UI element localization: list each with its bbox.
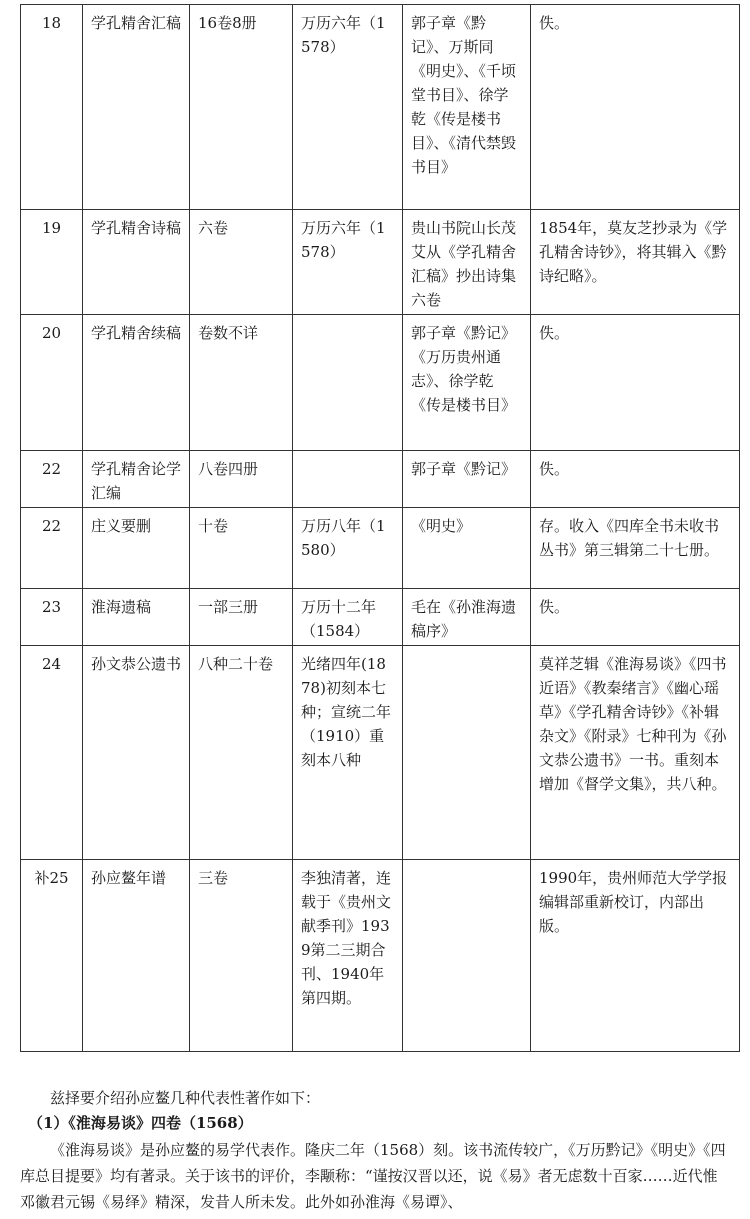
table-row — [21, 451, 740, 508]
table-row — [21, 589, 740, 646]
table-row — [21, 210, 740, 315]
status-note: 佚。 — [531, 5, 740, 210]
row-number: 19 — [21, 210, 83, 315]
body-paragraph: 《淮海易谈》是孙应鳌的易学代表作。隆庆二年（1568）刻。该书流传较广，《万历黔记》《明史》《四库总目提要》均有著录。关于该书的评价，李颙称：“谨按汉晋以还，说《易》者无虑数十百家……近代惟邓徽君元锡《易绎》精深，发昔人所未发。此外如孙淮海《易谭》、 — [20, 1141, 726, 1211]
book-title: 学孔精舍论学汇编 — [83, 451, 190, 508]
publication-date: 万历八年（1580） — [293, 508, 403, 589]
publication-date: 李独清著，连载于《贵州文献季刊》1939第二三期合刊、1940年第四期。 — [293, 860, 403, 1052]
table-row — [21, 508, 740, 589]
book-title: 庄义要删 — [83, 508, 190, 589]
row-number: 18 — [21, 5, 83, 210]
source-reference: 《明史》 — [403, 508, 531, 589]
intro-paragraph: 兹择要介绍孙应鳌几种代表性著作如下： — [50, 1089, 321, 1107]
row-number: 20 — [21, 315, 83, 451]
volume-count: 16卷8册 — [190, 5, 293, 210]
source-reference — [403, 646, 531, 860]
volume-count: 六卷 — [190, 210, 293, 315]
row-number: 补25 — [21, 860, 83, 1052]
volume-count: 十卷 — [190, 508, 293, 589]
row-number: 24 — [21, 646, 83, 860]
status-note: 莫祥芝辑《淮海易谈》《四书近语》《教秦绪言》《幽心瑶草》《学孔精舍诗钞》《补辑杂文》《附录》七种刊为《孙文恭公遗书》一书。重刻本增加《督学文集》，共八种。 — [531, 646, 740, 860]
row-number: 23 — [21, 589, 83, 646]
volume-count: 卷数不详 — [190, 315, 293, 451]
publication-date: 万历六年（1578） — [293, 5, 403, 210]
book-title: 孙应鳌年谱 — [83, 860, 190, 1052]
volume-count: 三卷 — [190, 860, 293, 1052]
table-row — [21, 315, 740, 451]
book-title: 学孔精舍续稿 — [83, 315, 190, 451]
book-title: 学孔精舍汇稿 — [83, 5, 190, 210]
volume-count: 八卷四册 — [190, 451, 293, 508]
book-title: 学孔精舍诗稿 — [83, 210, 190, 315]
source-reference: 毛在《孙淮海遗稿序》 — [403, 589, 531, 646]
table-row — [21, 5, 740, 210]
source-reference: 郭子章《黔记》《万历贵州通志》、徐学乾《传是楼书目》 — [403, 315, 531, 451]
book-title: 淮海遗稿 — [83, 589, 190, 646]
book-title: 孙文恭公遗书 — [83, 646, 190, 860]
source-reference: 郭子章《黔记》 — [403, 451, 531, 508]
volume-count: 一部三册 — [190, 589, 293, 646]
source-reference — [403, 860, 531, 1052]
row-number: 22 — [21, 451, 83, 508]
volume-count: 八种二十卷 — [190, 646, 293, 860]
publication-date: 光绪四年(1878)初刻本七种；宣统二年（1910）重刻本八种 — [293, 646, 403, 860]
status-note: 1990年，贵州师范大学学报编辑部重新校订，内部出版。 — [531, 860, 740, 1052]
source-reference: 郭子章《黔记》、万斯同《明史》、《千顷堂书目》、徐学乾《传是楼书目》、《清代禁毁书目》 — [403, 5, 531, 210]
publication-date — [293, 451, 403, 508]
source-reference: 贵山书院山长茂艾从《学孔精舍汇稿》抄出诗集六卷 — [403, 210, 531, 315]
status-note: 佚。 — [531, 451, 740, 508]
bibliography-table — [20, 4, 740, 1052]
table-row — [21, 860, 740, 1052]
publication-date: 万历六年（1578） — [293, 210, 403, 315]
row-number: 22 — [21, 508, 83, 589]
status-note: 佚。 — [531, 315, 740, 451]
publication-date — [293, 315, 403, 451]
status-note: 1854年，莫友芝抄录为《学孔精舍诗钞》，将其辑入《黔诗纪略》。 — [531, 210, 740, 315]
status-note: 佚。 — [531, 589, 740, 646]
publication-date: 万历十二年（1584） — [293, 589, 403, 646]
status-note: 存。收入《四库全书未收书丛书》第三辑第二十七册。 — [531, 508, 740, 589]
section-heading: （1）《淮海易谈》四卷（1568） — [28, 1114, 253, 1132]
table-row — [21, 646, 740, 860]
